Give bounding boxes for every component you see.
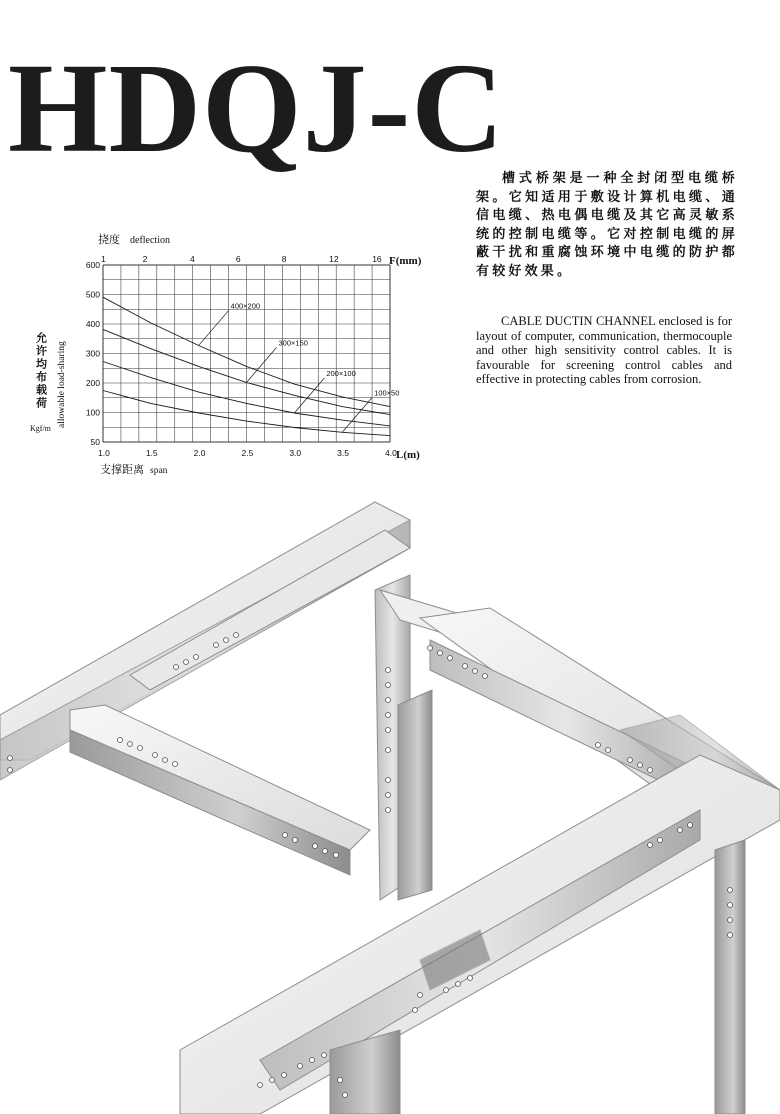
top-axis-label-en: deflection [130,235,170,246]
x-tick-label: 3.0 [289,448,302,458]
top-tick-label: 8 [281,254,287,264]
top-tick-label: 6 [235,254,241,264]
x-tick-label: 2.0 [193,448,206,458]
y-tick-label: 300 [85,348,100,359]
description-chinese: 槽式桥架是一种全封闭型电缆桥架。它知适用于敷设计算机电缆、通信电缆、热电偶电缆及其它高灵敏系统的控制电缆等。它对控制电缆的屏蔽干扰和重腐蚀环境中电缆的防护都有较好效果。 [476,171,738,279]
top-axis-label-cn: 挠度 [98,233,120,246]
y-tick-label: 500 [85,289,100,300]
x-tick-label: 4.0 [385,448,397,458]
description-english: CABLE DUCTIN CHANNEL enclosed is for layout of computer, communication, thermocouple and other high sensitivity control cables. It is favourable for screening control cables and effective in protecting cables from corrosion. [476,314,732,387]
y-tick-label: 50 [90,437,100,447]
x-tick-label: 1.5 [145,448,158,458]
series-leader-line [294,378,324,413]
series-leader-line [247,347,277,382]
y-axis-unit: Kgf/m [30,424,51,433]
x-tick-label: 1.0 [98,448,110,458]
series-label: 200×100 [326,369,356,379]
top-tick-label: 12 [329,254,339,264]
x-tick-label: 3.5 [337,448,349,458]
y-tick-label: 400 [85,319,100,329]
x-axis-label-cn: 支撑距离 [100,463,144,476]
top-tick-label: 4 [189,254,195,264]
series-label: 400×200 [230,301,261,311]
y-tick-label: 200 [85,378,100,388]
y-axis-label-cn: 允许均布载荷 [34,332,48,410]
top-tick-label: 16 [372,254,382,264]
x-axis-unit: L(m) [396,449,420,461]
chart-series [103,297,399,435]
series-label: 100×50 [374,388,400,398]
series-leader-line [199,310,229,345]
series-label: 300×150 [278,338,308,348]
y-tick-label: 100 [85,407,100,418]
load-deflection-chart [0,220,440,490]
y-axis-label-en: allowable load-sharing [57,341,67,428]
y-tick-label: 600 [85,260,100,270]
x-tick-label: 2.5 [241,448,254,458]
page-title: HDQJ-C [8,37,505,179]
top-axis-unit: F(mm) [389,255,422,267]
upper-left-tray-run [0,502,410,780]
top-tick-label: 2 [142,254,148,264]
cable-tray-illustration [0,490,780,1114]
top-tick-label: 1 [101,254,106,264]
chart-grid [103,265,390,442]
x-axis-label-en: span [150,466,168,476]
